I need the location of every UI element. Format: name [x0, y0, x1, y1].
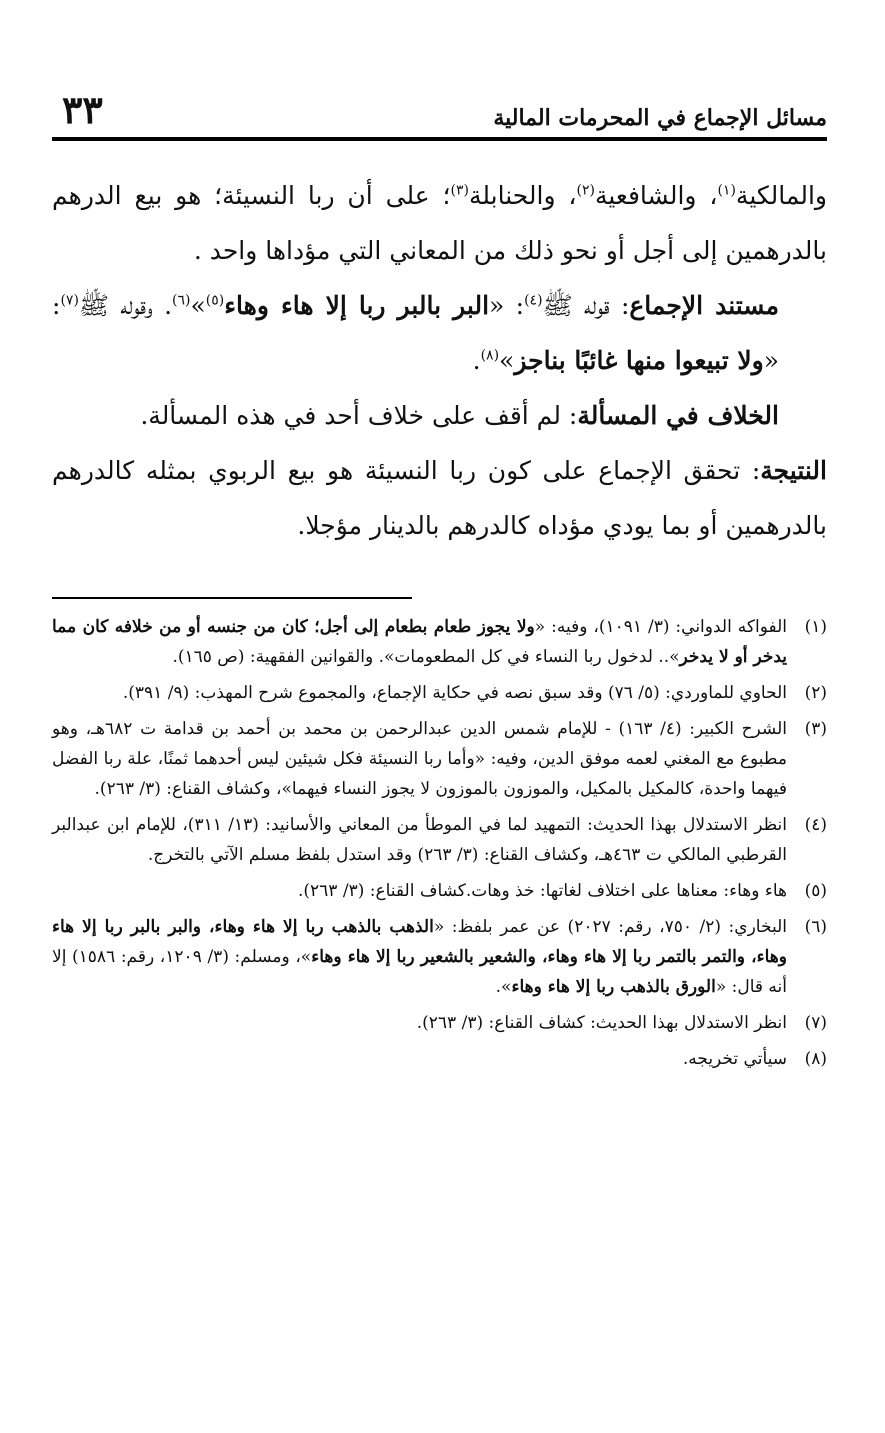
text-run: ، والحنابلة	[468, 181, 577, 210]
text-run: : تحقق الإجماع على كون ربا النسيئة هو بيع الربوي بمثله كالدرهم بالدرهمين أو بما يودي مؤداه كالدرهم بالدينار مؤجلا.	[52, 456, 827, 540]
text-run: »	[190, 291, 206, 320]
footnote-number: (٦)	[804, 917, 827, 937]
footnote-text	[52, 912, 787, 1002]
footnote-text: الحاوي للماوردي: (٥/ ٧٦) وقد سبق نصه في حكاية الإجماع، والمجموع شرح المهذب: (٩/ ٣٩١).	[122, 683, 787, 703]
footnote-ref[interactable]: (١)	[717, 182, 736, 199]
quoted-text: الذهب بالذهب ربا إلا هاء وهاء، والبر بالبر ربا إلا هاء وهاء، والتمر بالتمر ربا إلا هاء وهاء، والشعير بالشعير ربا إلا هاء وهاء	[52, 917, 787, 967]
footnote-number: (٣)	[804, 719, 827, 739]
text-run: الفواكه الدواني: (٣/ ١٠٩١)، وفيه: «	[534, 617, 787, 637]
footnote-6	[52, 912, 827, 1002]
text-run: : لم أقف على خلاف أحد في هذه المسألة.	[140, 401, 578, 430]
text-run: ؛ على أن ربا النسيئة؛ هو بيع الدرهم بالدرهمين إلى أجل أو نحو ذلك من المعاني التي مؤداها واحد .	[52, 181, 827, 265]
footnote-text: انظر الاستدلال بهذا الحديث: التمهيد لما في الموطأ من المعاني والأسانيد: (١٣/ ٣١١)، للإمام ابن عبدالبر القرطبي المالكي ت ٤٦٣هـ، وكشاف القناع: (٣/ ٢٦٣) وقد استدل بلفظ مسلم الآتي بالتخرج.	[52, 815, 787, 865]
paragraph-consensus-statement	[52, 168, 827, 278]
paragraph-result	[52, 443, 827, 553]
footnote-ref[interactable]: (٥)	[205, 292, 225, 309]
footnotes	[52, 612, 827, 1080]
footnote-number: (٢)	[804, 683, 827, 703]
footnote-text: انظر الاستدلال بهذا الحديث: كشاف القناع: (٣/ ٢٦٣).	[416, 1013, 787, 1033]
footnote-text: سيأتي تخريجه.	[682, 1049, 787, 1069]
footnote-ref[interactable]: (٧)	[60, 292, 79, 309]
text-run: : «	[52, 291, 779, 375]
footnote-text: الشرح الكبير: (٤/ ١٦٣) - للإمام شمس الدين عبدالرحمن بن محمد بن أحمد بن قدامة ت ٦٨٢هـ، وهو مطبوع مع المغني لعمه موفق الدين، وفيه: «وأما ربا النسيئة فكل شيئين ليس أحدهما ثمنًا، علة ربا الفضل فيهما واحدة، كالمكيل بالمكيل، والموزون بالموزون لا يجوز النساء فيهما»، وكشاف القناع: (٣/ ٢٦٣).	[52, 719, 787, 799]
hadith-quote: البر بالبر ربا إلا هاء وهاء	[224, 291, 490, 320]
footnote-number: (٥)	[804, 881, 827, 901]
text-run: : «	[489, 291, 525, 320]
section-label: النتيجة	[760, 456, 827, 485]
main-text	[52, 168, 827, 553]
paragraph-evidence	[52, 278, 827, 388]
running-header	[52, 85, 827, 141]
footnote-7	[52, 1008, 827, 1038]
footnote-ref[interactable]: (٨)	[480, 347, 500, 364]
text-run: البخاري: (٢/ ٧٥٠، رقم: ٢٠٢٧) عن عمر بلفظ: «	[433, 917, 787, 937]
footnote-3	[52, 714, 827, 804]
text-run: ».. لدخول ربا النساء في كل المطعومات». والقوانين الفقهية: (ص ١٦٥).	[172, 647, 680, 667]
footnote-ref[interactable]: (٣)	[450, 182, 469, 199]
hadith-quote: ولا تبيعوا منها غائبًا بناجز	[514, 346, 764, 375]
footnote-text	[52, 612, 787, 672]
footnote-number: (٧)	[804, 1013, 827, 1033]
footnote-5	[52, 876, 827, 906]
text-run: والمالكية	[735, 181, 827, 210]
footnote-ref[interactable]: (٦)	[172, 292, 191, 309]
footnote-ref[interactable]: (٢)	[576, 182, 595, 199]
running-title: مسائل الإجماع في المحرمات المالية	[493, 105, 827, 131]
page-number: ٣٣	[62, 87, 103, 132]
footnote-1	[52, 612, 827, 672]
footnote-separator	[52, 597, 412, 599]
footnote-ref[interactable]: (٤)	[524, 292, 543, 309]
text-run: »، ومسلم: (٣/ ١٢٠٩، رقم: ١٥٨٦) إلا أنه قال: «	[52, 947, 787, 997]
footnote-4	[52, 810, 827, 870]
text-run: . وقوله ﷺ	[78, 291, 173, 320]
book-page	[52, 0, 827, 1433]
text-run: .	[472, 346, 481, 375]
text-run: : قوله ﷺ	[542, 291, 630, 320]
footnote-number: (٨)	[804, 1049, 827, 1069]
section-label: الخلاف في المسألة	[577, 401, 779, 430]
footnote-number: (٤)	[804, 815, 827, 835]
footnote-number: (١)	[804, 617, 827, 637]
text-run: ، والشافعية	[594, 181, 718, 210]
text-run: »	[499, 346, 515, 375]
footnote-8	[52, 1044, 827, 1074]
quoted-text: ولا يجوز طعام بطعام إلى أجل؛ كان من جنسه أو من خلافه كان مما يدخر أو لا يدخر	[52, 617, 787, 667]
quoted-text: الورق بالذهب ربا إلا هاء وهاء	[511, 977, 716, 997]
paragraph-disagreement	[52, 388, 827, 443]
text-run: ».	[495, 977, 512, 997]
section-label: مستند الإجماع	[629, 291, 779, 320]
footnote-2	[52, 678, 827, 708]
footnote-text: هاء وهاء: معناها على اختلاف لغاتها: خذ وهات.كشاف القناع: (٣/ ٢٦٣).	[297, 881, 787, 901]
